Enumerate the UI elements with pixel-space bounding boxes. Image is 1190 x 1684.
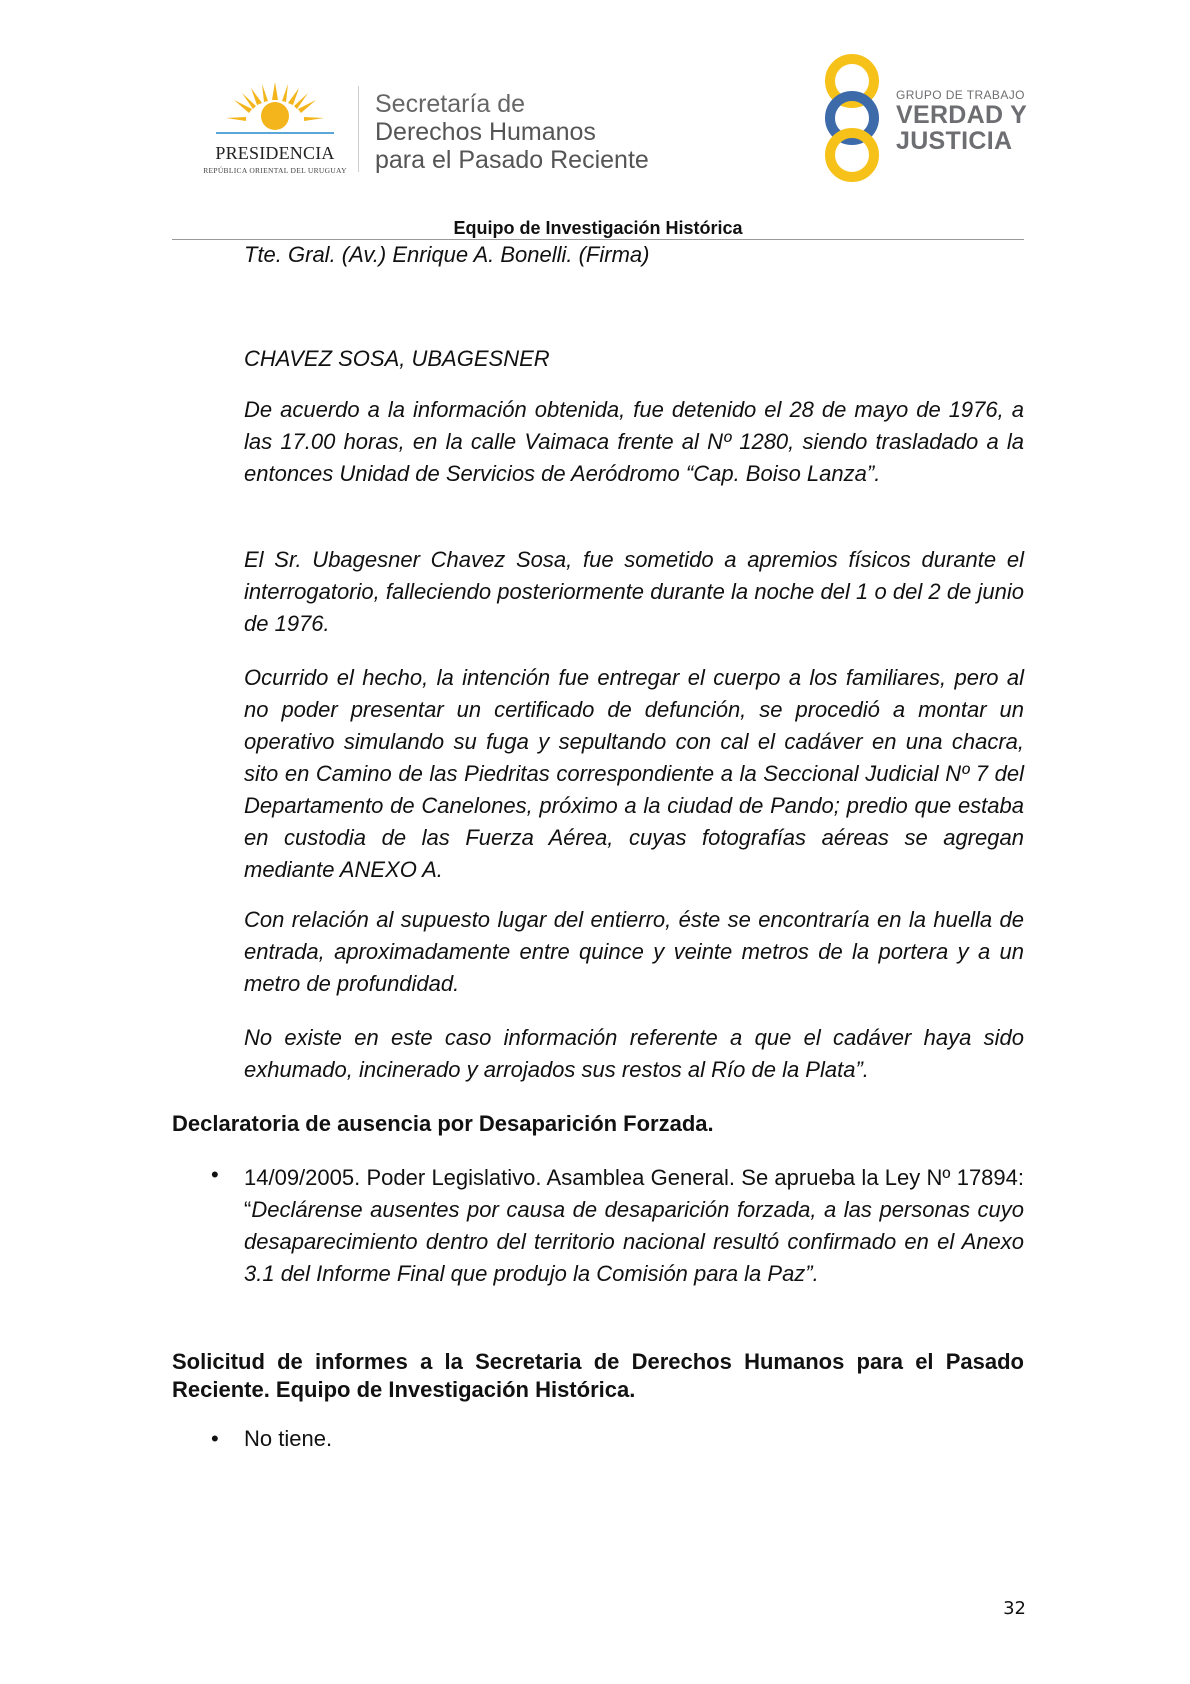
secretaria-logo-text [375, 90, 649, 174]
gtvj-verdad: VERDAD Y [896, 101, 1028, 129]
bullet-icon: • [211, 1426, 219, 1451]
verdad-justicia-logo-text [896, 88, 1027, 154]
sun-icon [196, 82, 354, 144]
paragraph-death: El Sr. Ubagesner Chavez Sosa, fue sometido a apremios físicos durante el interrogatorio, falleciendo posteriormente durante la noche del 1 o del 2 de junio de 1976. [244, 547, 1024, 636]
heading-solicitud: Solicitud de informes a la Secretaria de Derechos Humanos para el Pasado Reciente. Equipo de Investigación Histórica. [172, 1349, 1024, 1402]
header-team-title: Equipo de Investigación Histórica [453, 218, 743, 238]
paragraph-burial-location: Con relación al supuesto lugar del entierro, éste se encontraría en la huella de entrada, aproximadamente entre quince y veinte metros de la portera y a un metro de profundidad. [244, 907, 1024, 996]
paragraph-detention: De acuerdo a la información obtenida, fue detenido el 28 de mayo de 1976, a las 17.00 horas, en la calle Vaimaca frente al Nº 1280, siendo trasladado a la entonces Unidad de Servicios de Aeródromo “Cap. Boiso Lanza”. [244, 397, 1024, 486]
paragraph-exhumation: No existe en este caso información referente a que el cadáver haya sido exhumado, incinerado y arrojados sus restos al Río de la Plata”. [244, 1025, 1024, 1082]
bullet-law-quote: Declárense ausentes por causa de desaparición forzada, a las personas cuyo desaparecimiento dentro del territorio nacional resultó confirmado en el Anexo 3.1 del Informe Final que produjo la Comisión para la Paz”. [244, 1197, 1024, 1286]
presidencia-logo [196, 82, 354, 178]
signature-line: Tte. Gral. (Av.) Enrique A. Bonelli. (Firma) [244, 242, 650, 267]
gtvj-justicia: JUSTICIA [896, 127, 1013, 155]
verdad-justicia-logo-icon [816, 54, 888, 182]
bullet-law-item [244, 1162, 1024, 1290]
secretaria-line-3: para el Pasado Reciente [375, 146, 649, 174]
gtvj-top-line: GRUPO DE TRABAJO [896, 88, 1025, 102]
person-name: CHAVEZ SOSA, UBAGESNER [244, 346, 550, 371]
bullet-icon: • [211, 1162, 219, 1187]
header-rule [172, 239, 1024, 240]
paragraph-burial: Ocurrido el hecho, la intención fue entregar el cuerpo a los familiares, pero al no poder presentar un certificado de defunción, se procedió a montar un operativo simulando su fuga y sepultando con cal el cadáver en una chacra, sito en Camino de las Piedritas correspondiente a la Seccional Judicial Nº 7 del Departamento de Canelones, próximo a la ciudad de Pando; predio que estaba en custodia de las Fuerza Aérea, cuyas fotografías aéreas se agregan mediante ANEXO A. [244, 665, 1024, 882]
secretaria-line-2: Derechos Humanos [375, 118, 596, 146]
presidencia-name: PRESIDENCIA [215, 143, 335, 163]
bullet-law-text: 14/09/2005. Poder Legislativo. Asamblea General. Se aprueba la Ley Nº 17894: “ [244, 1165, 1024, 1222]
presidencia-subtitle: REPÚBLICA ORIENTAL DEL URUGUAY [203, 166, 347, 175]
bullet-no-tiene: No tiene. [244, 1426, 333, 1451]
heading-declaratoria: Declaratoria de ausencia por Desaparición Forzada. [172, 1111, 714, 1136]
page-number: 32 [1003, 1598, 1026, 1619]
header-divider [358, 86, 359, 172]
secretaria-line-1: Secretaría de [375, 90, 526, 118]
